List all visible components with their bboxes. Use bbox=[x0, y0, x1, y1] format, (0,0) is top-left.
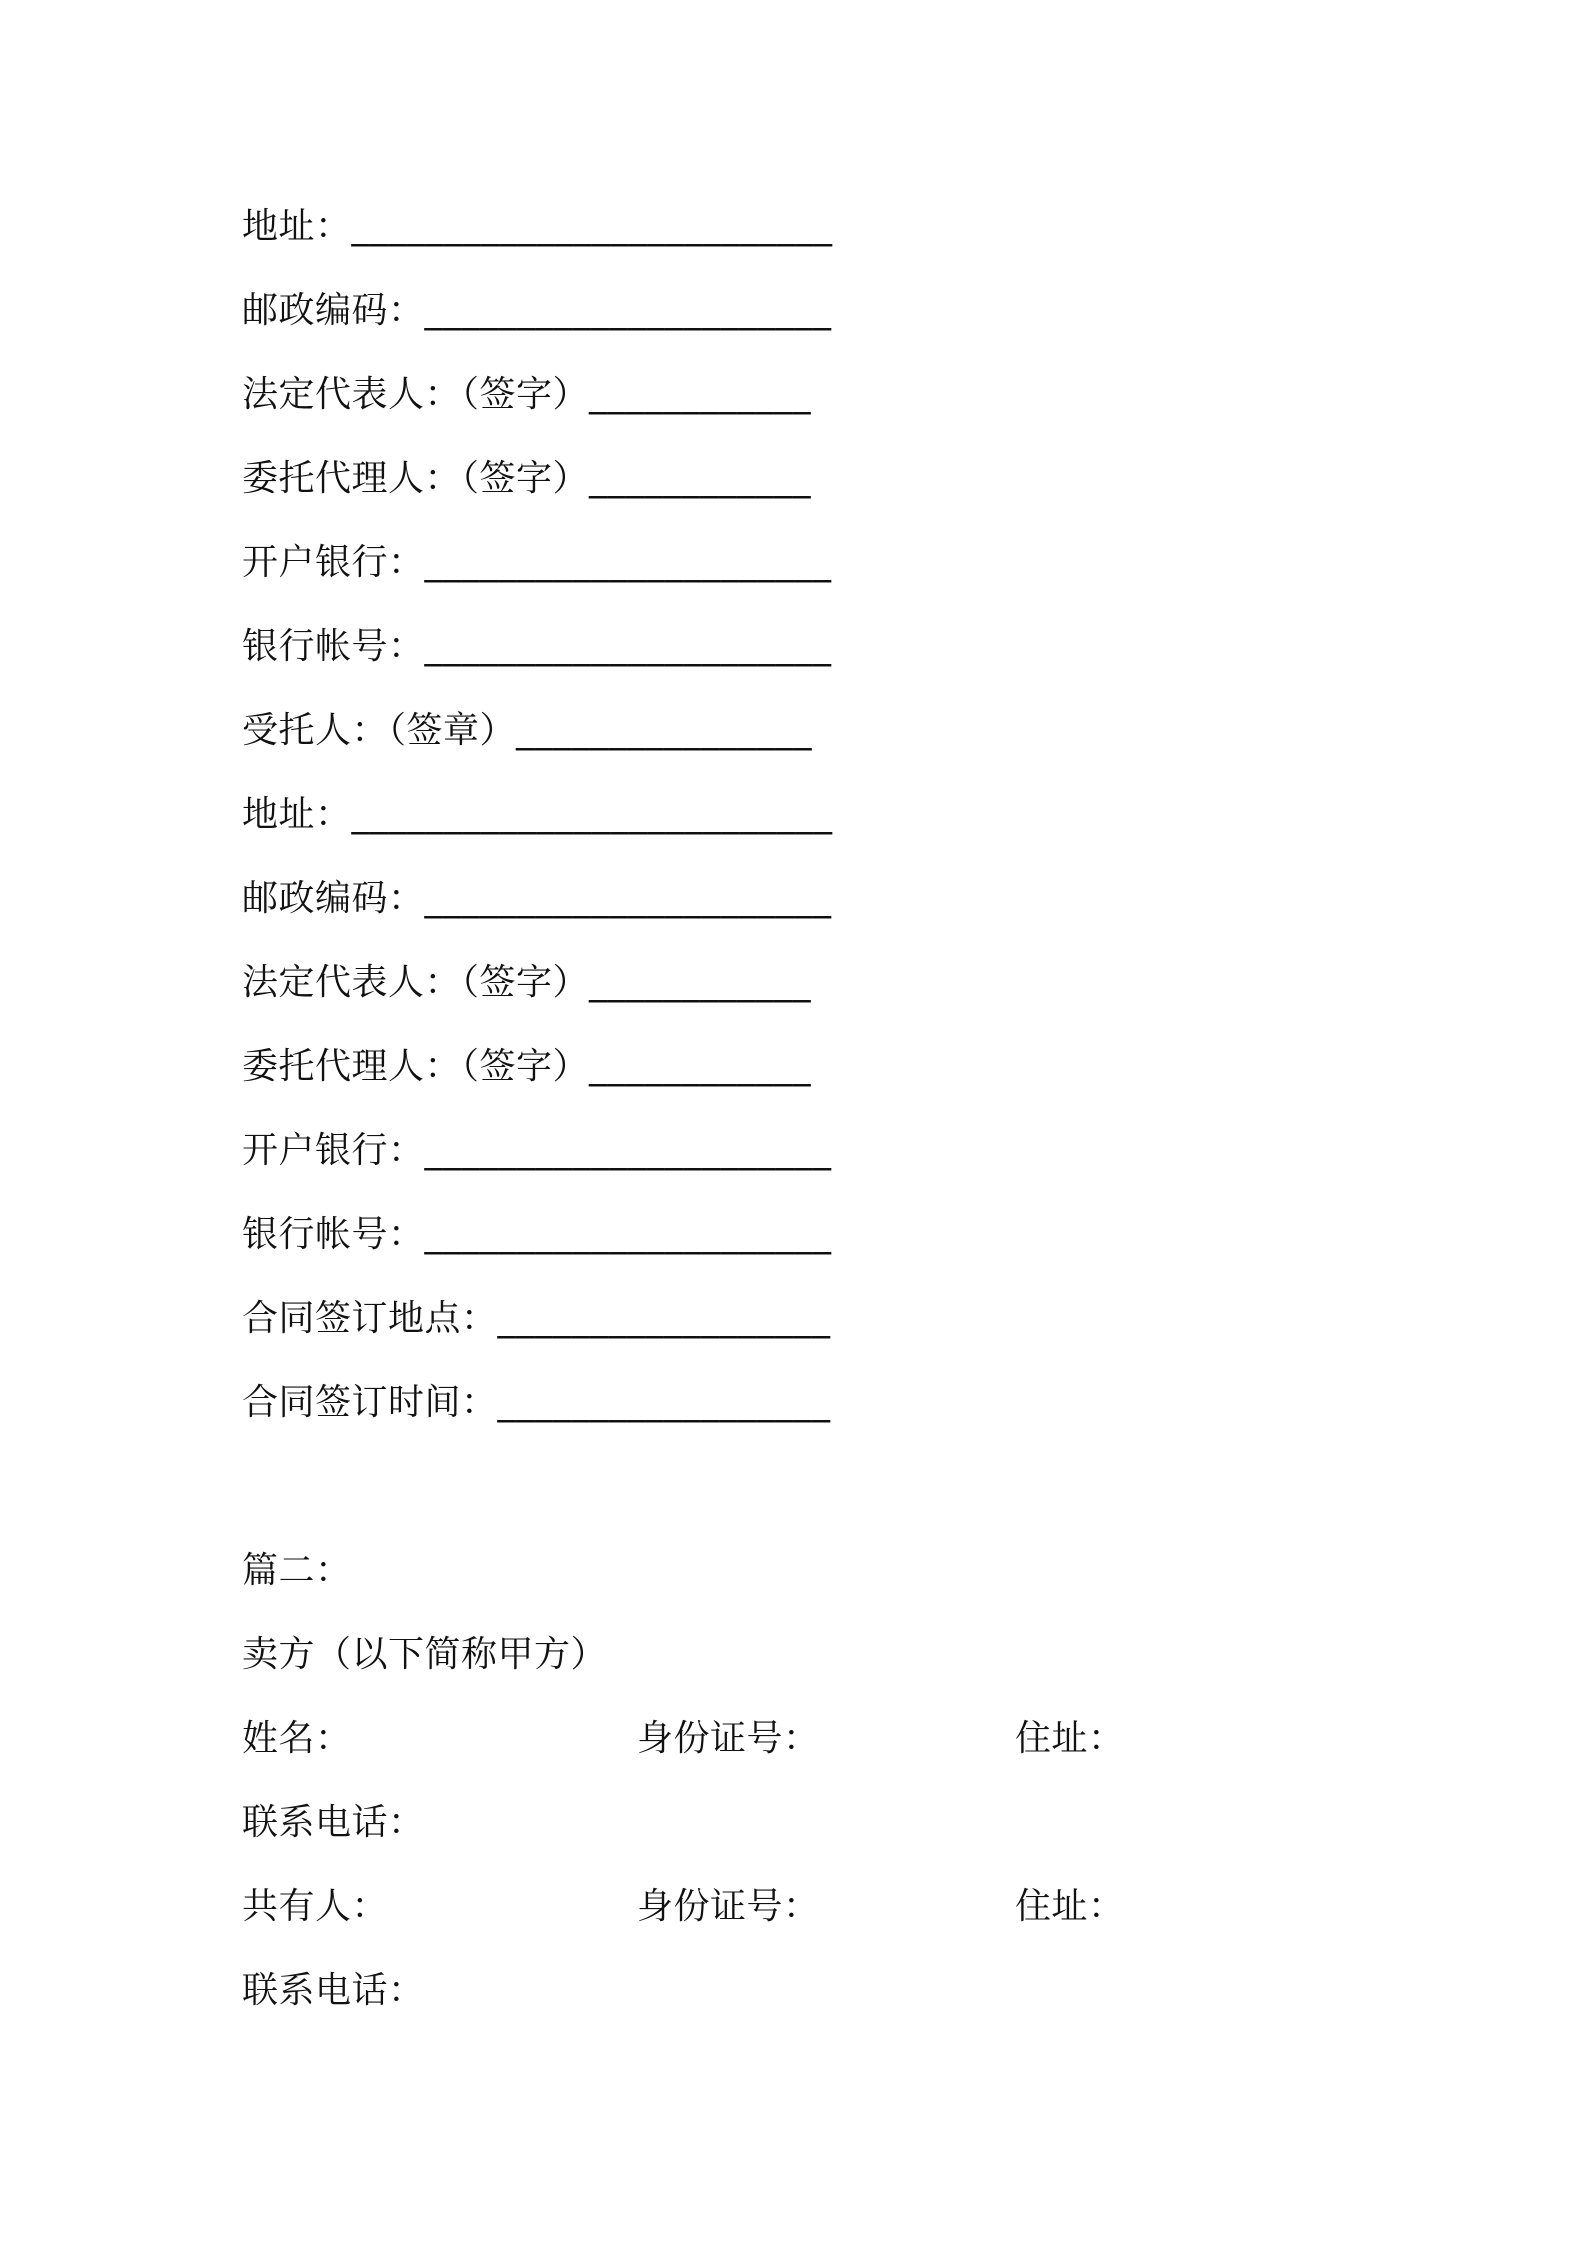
seller-info-row bbox=[242, 1714, 1342, 1764]
section-heading: 篇二： bbox=[242, 1550, 352, 1591]
id-number-label: 身份证号： bbox=[637, 1886, 820, 1927]
address-label: 住址： bbox=[1015, 1886, 1125, 1927]
seller-intro: 卖方（以下简称甲方） bbox=[242, 1634, 608, 1675]
co-owner-info-row bbox=[242, 1882, 1342, 1932]
address-line: 地址：__________________________ bbox=[242, 206, 833, 247]
name-label: 姓名： bbox=[242, 1718, 352, 1759]
address-label: 住址： bbox=[1015, 1718, 1125, 1759]
co-owner-label: 共有人： bbox=[242, 1886, 389, 1927]
bank-name-line: 开户银行：______________________ bbox=[242, 542, 832, 583]
legal-rep-signature-line: 法定代表人：（签字）____________ bbox=[242, 374, 812, 415]
address-line: 地址：__________________________ bbox=[242, 794, 833, 835]
bank-name-line: 开户银行：______________________ bbox=[242, 1130, 832, 1171]
postcode-line: 邮政编码：______________________ bbox=[242, 290, 832, 331]
postcode-line: 邮政编码：______________________ bbox=[242, 878, 832, 919]
agent-signature-line: 委托代理人：（签字）____________ bbox=[242, 1046, 812, 1087]
phone-label: 联系电话： bbox=[242, 1970, 425, 2011]
trustee-seal-line: 受托人：（签章）________________ bbox=[242, 710, 813, 751]
id-number-label: 身份证号： bbox=[637, 1718, 820, 1759]
bank-account-line: 银行帐号：______________________ bbox=[242, 1214, 832, 1255]
bank-account-line: 银行帐号：______________________ bbox=[242, 626, 832, 667]
legal-rep-signature-line: 法定代表人：（签字）____________ bbox=[242, 962, 812, 1003]
contract-place-line: 合同签订地点：__________________ bbox=[242, 1298, 831, 1339]
agent-signature-line: 委托代理人：（签字）____________ bbox=[242, 458, 812, 499]
contract-date-line: 合同签订时间：__________________ bbox=[242, 1382, 831, 1423]
phone-label: 联系电话： bbox=[242, 1802, 425, 1843]
